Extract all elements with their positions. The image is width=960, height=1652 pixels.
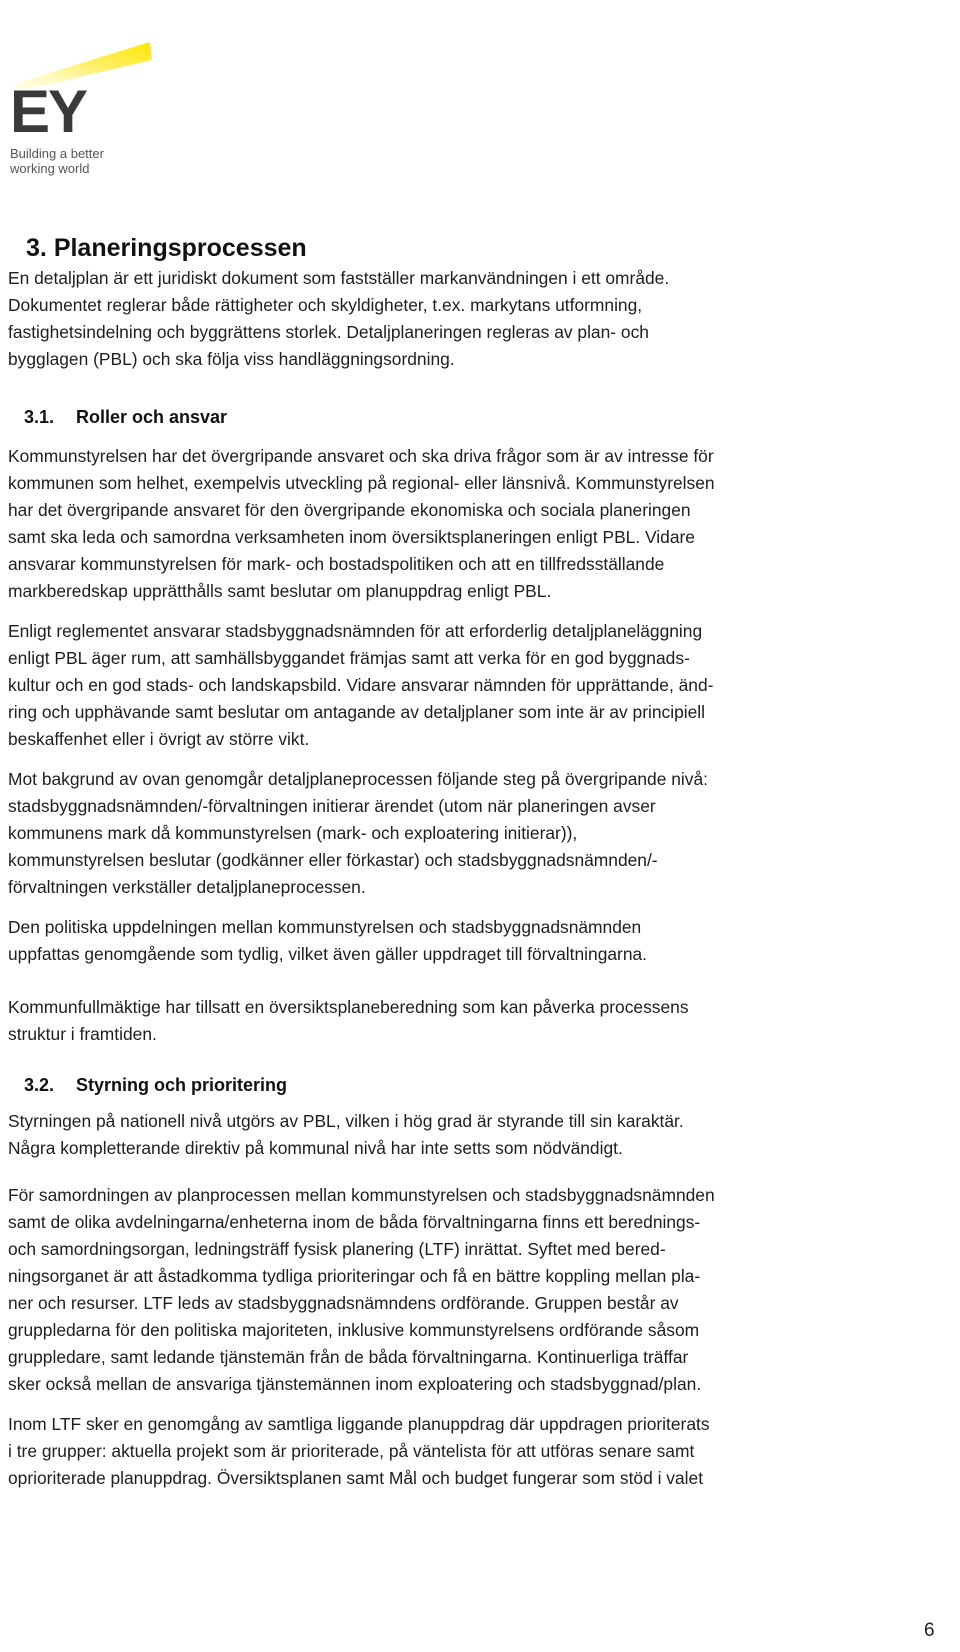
section-title: Planeringsprocessen	[53, 234, 307, 262]
text-line: ner och resurser. LTF leds av stadsbyggnadsnämndens ordförande. Gruppen består av	[8, 1293, 679, 1313]
text-line: Den politiska uppdelningen mellan kommunstyrelsen och stadsbyggnadsnämnden	[8, 917, 642, 937]
text-line: Enligt reglementet ansvarar stadsbyggnadsnämnden för att erforderlig detaljplaneläggning	[8, 621, 703, 641]
logo-tagline	[10, 146, 160, 176]
text-line: fastighetsindelning och byggrättens storlek. Detaljplaneringen regleras av plan- och	[8, 322, 649, 342]
logo-tagline-line: Building a better	[10, 146, 104, 161]
text-line: markberedskap upprätthålls samt beslutar om planuppdrag enligt PBL.	[8, 581, 552, 601]
text-line: och samordningsorgan, ledningsträff fysisk planering (LTF) inrättat. Syftet med bered-	[8, 1239, 666, 1259]
body-paragraph	[8, 443, 918, 605]
text-line: oprioriterade planuppdrag. Översiktsplanen samt Mål och budget fungerar som stöd i valet	[8, 1468, 704, 1488]
text-line: uppfattas genomgående som tydlig, vilket även gäller uppdraget till förvaltningarna.	[8, 944, 648, 964]
text-line: kultur och en god stads- och landskapsbild. Vidare ansvarar nämnden för upprättande, änd-	[8, 675, 714, 695]
body-paragraph	[8, 618, 918, 753]
text-line: Kommunfullmäktige har tillsatt en översiktsplaneberedning som kan påverka processens	[8, 997, 689, 1017]
text-line: Inom LTF sker en genomgång av samtliga liggande planuppdrag där uppdragen prioriterats	[8, 1414, 710, 1434]
subsection-number: 3.1.	[24, 407, 55, 427]
subsection-number: 3.2.	[24, 1075, 55, 1095]
text-line: kommunens mark då kommunstyrelsen (mark- och exploatering initierar)),	[8, 823, 578, 843]
ey-logo	[8, 22, 168, 182]
intro-paragraph	[8, 265, 918, 373]
text-line: sker också mellan de ansvariga tjänstemännen inom exploatering och stadsbyggnad/plan.	[8, 1374, 702, 1394]
section-heading	[26, 233, 307, 263]
text-line: samt ska leda och samordna verksamheten inom översiktsplaneringen enligt PBL. Vidare	[8, 527, 695, 547]
text-line: gruppledare, samt ledande tjänstemän från de båda förvaltningarna. Kontinuerliga träffar	[8, 1347, 689, 1367]
body-paragraph	[8, 994, 918, 1048]
text-line: förvaltningen verkställer detaljplaneprocessen.	[8, 877, 366, 897]
text-line: kommunen som helhet, exempelvis utveckling på regional- eller länsnivå. Kommunstyrelsen	[8, 473, 715, 493]
text-line: ningsorganet är att åstadkomma tydliga prioriteringar och få en bättre koppling mellan pla-	[8, 1266, 701, 1286]
text-line: i tre grupper: aktuella projekt som är prioriterade, på väntelista för att utföras senare samt	[8, 1441, 695, 1461]
text-line: samt de olika avdelningarna/enheterna inom de båda förvaltningarna finns ett berednings-	[8, 1212, 701, 1232]
text-line: Kommunstyrelsen har det övergripande ansvaret och ska driva frågor som är av intresse för	[8, 446, 714, 466]
page-number: 6	[924, 1620, 935, 1641]
text-line: ansvarar kommunstyrelsen för mark- och bostadspolitiken och att en tillfredsställande	[8, 554, 665, 574]
text-line: En detaljplan är ett juridiskt dokument som fastställer markanvändningen i ett område.	[8, 268, 670, 288]
text-line: enligt PBL äger rum, att samhällsbyggandet främjas samt att verka för en god byggnads-	[8, 648, 690, 668]
subsection-heading	[24, 1074, 287, 1096]
text-line: För samordningen av planprocessen mellan kommunstyrelsen och stadsbyggnadsnämnden	[8, 1185, 715, 1205]
text-line: struktur i framtiden.	[8, 1024, 157, 1044]
body-paragraph	[8, 1108, 918, 1162]
text-line: ring och upphävande samt beslutar om antagande av detaljplaner som inte är av principiell	[8, 702, 706, 722]
body-paragraph	[8, 766, 918, 901]
body-paragraph	[8, 914, 918, 968]
section-number: 3.	[26, 234, 47, 262]
body-paragraph	[8, 1182, 918, 1398]
body-paragraph	[8, 1411, 918, 1492]
text-line: kommunstyrelsen beslutar (godkänner eller förkastar) och stadsbyggnadsnämnden/-	[8, 850, 658, 870]
text-line: Mot bakgrund av ovan genomgår detaljplaneprocessen följande steg på övergripande nivå:	[8, 769, 708, 789]
logo-tagline-line: working world	[10, 161, 90, 176]
text-line: stadsbyggnadsnämnden/-förvaltningen initierar ärendet (utom när planeringen avser	[8, 796, 656, 816]
text-line: Några kompletterande direktiv på kommunal nivå har inte setts som nödvändigt.	[8, 1138, 623, 1158]
text-line: gruppledarna för den politiska majoriteten, inklusive kommunstyrelsens ordförande såsom	[8, 1320, 700, 1340]
text-line: har det övergripande ansvaret för den övergripande ekonomiska och sociala planeringen	[8, 500, 691, 520]
logo-wordmark: EY	[10, 78, 87, 145]
subsection-heading	[24, 406, 227, 428]
text-line: beskaffenhet eller i övrigt av större vikt.	[8, 729, 310, 749]
subsection-title: Styrning och prioritering	[76, 1075, 288, 1095]
subsection-title: Roller och ansvar	[76, 407, 228, 427]
text-line: bygglagen (PBL) och ska följa viss handläggningsordning.	[8, 349, 455, 369]
text-line: Styrningen på nationell nivå utgörs av PBL, vilken i hög grad är styrande till sin karaktär.	[8, 1111, 684, 1131]
text-line: Dokumentet reglerar både rättigheter och skyldigheter, t.ex. markytans utformning,	[8, 295, 643, 315]
